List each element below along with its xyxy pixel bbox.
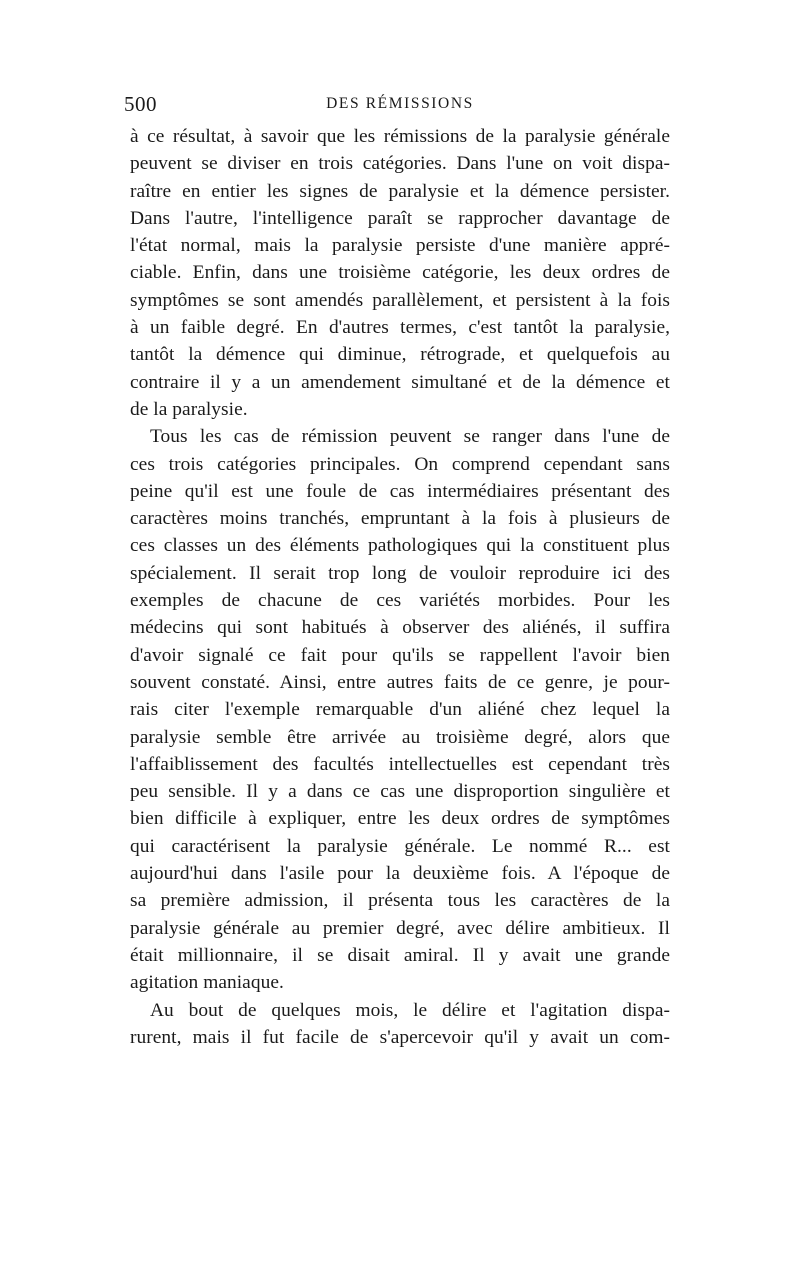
text-line: paralysie semble être arrivée au troisième degré, alors que	[130, 726, 670, 748]
text-line: rurent, mais il fut facile de s'apercevoir qu'il y avait un com-	[130, 1026, 670, 1048]
text-line: ciable. Enfin, dans une troisième catégorie, les deux ordres de	[130, 262, 670, 284]
text-line: peuvent se diviser en trois catégories. Dans l'une on voit dispa-	[130, 153, 670, 175]
text-line: Dans l'autre, l'intelligence paraît se rapprocher davantage de	[130, 207, 670, 229]
text-line: agitation maniaque.	[130, 972, 284, 994]
text-line: contraire il y a un amendement simultané et de la démence et	[130, 371, 670, 393]
text-line: Tous les cas de rémission peuvent se ranger dans l'une de	[150, 426, 670, 448]
text-line: médecins qui sont habitués à observer des aliénés, il suffira	[130, 617, 670, 639]
text-line: sa première admission, il présenta tous les caractères de la	[130, 890, 670, 912]
text-line: symptômes se sont amendés parallèlement, et persistent à la fois	[130, 289, 670, 311]
text-line: tantôt la démence qui diminue, rétrograde, et quelquefois au	[130, 344, 670, 366]
paragraph	[130, 423, 670, 996]
text-line: caractères moins tranchés, empruntant à la fois à plusieurs de	[130, 508, 670, 530]
text-line: peu sensible. Il y a dans ce cas une disproportion singulière et	[130, 781, 670, 803]
text-line: d'avoir signalé ce fait pour qu'ils se rappellent l'avoir bien	[130, 644, 670, 666]
text-line: aujourd'hui dans l'asile pour la deuxième fois. A l'époque de	[130, 863, 670, 885]
text-line: qui caractérisent la paralysie générale. Le nommé R... est	[130, 835, 670, 857]
running-title: DES RÉMISSIONS	[326, 95, 474, 112]
text-line: ces classes un des éléments pathologiques qui la constituent plus	[130, 535, 670, 557]
text-line: paralysie générale au premier degré, avec délire ambitieux. Il	[130, 917, 670, 939]
text-line: souvent constaté. Ainsi, entre autres faits de ce genre, je pour-	[130, 671, 670, 693]
running-head	[124, 92, 670, 120]
text-line: l'état normal, mais la paralysie persiste d'une manière appré-	[130, 235, 670, 257]
text-line: à ce résultat, à savoir que les rémissions de la paralysie générale	[130, 126, 670, 147]
text-line: spécialement. Il serait trop long de vouloir reproduire ici des	[130, 562, 670, 584]
text-line: rais citer l'exemple remarquable d'un aliéné chez lequel la	[130, 699, 670, 721]
text-line: peine qu'il est une foule de cas intermédiaires présentant des	[130, 480, 670, 502]
text-line: l'affaiblissement des facultés intellectuelles est cependant très	[130, 753, 670, 775]
text-line: ces trois catégories principales. On comprend cependant sans	[130, 453, 670, 475]
text-line: exemples de chacune de ces variétés morbides. Pour les	[130, 590, 670, 612]
page-number: 500	[124, 92, 157, 116]
text-line: à un faible degré. En d'autres termes, c'est tantôt la paralysie,	[130, 317, 670, 339]
text-line: de la paralysie.	[130, 398, 248, 420]
paragraph	[130, 997, 670, 1052]
text-line: était millionnaire, il se disait amiral. Il y avait une grande	[130, 944, 670, 966]
paragraph	[130, 123, 670, 423]
body-text	[130, 123, 670, 1051]
text-line: raître en entier les signes de paralysie et la démence persister.	[130, 180, 670, 202]
text-line: Au bout de quelques mois, le délire et l'agitation dispa-	[150, 999, 670, 1021]
text-line: bien difficile à expliquer, entre les deux ordres de symptômes	[130, 808, 670, 830]
